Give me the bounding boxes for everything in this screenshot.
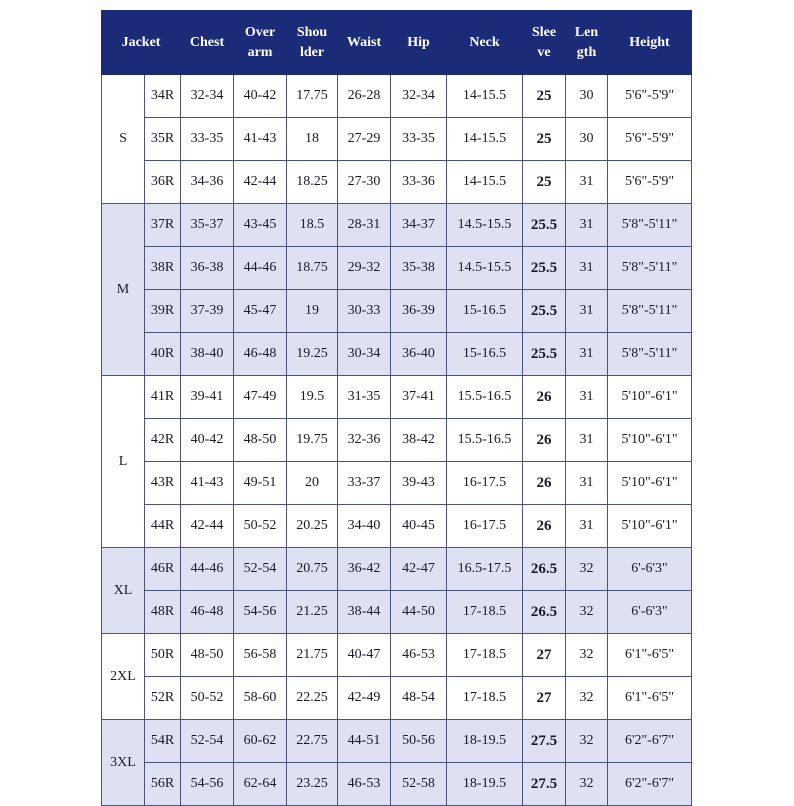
header-shoulder: Shou lder	[287, 11, 338, 75]
header-chest: Chest	[181, 11, 234, 75]
cell-height: 5'6"-5'9"	[608, 75, 692, 118]
cell-shoulder: 20.75	[287, 548, 338, 591]
cell-height: 5'6"-5'9"	[608, 161, 692, 204]
size-chart-table	[101, 10, 692, 806]
cell-overarm: 50-52	[234, 505, 287, 548]
cell-overarm: 49-51	[234, 462, 287, 505]
cell-neck: 14.5-15.5	[447, 247, 523, 290]
cell-chest: 41-43	[181, 462, 234, 505]
table-row	[102, 118, 692, 161]
cell-length: 32	[566, 763, 608, 806]
cell-overarm: 45-47	[234, 290, 287, 333]
table-row	[102, 677, 692, 720]
table-row	[102, 419, 692, 462]
cell-hip: 44-50	[391, 591, 447, 634]
cell-length: 32	[566, 591, 608, 634]
cell-length: 31	[566, 161, 608, 204]
cell-shoulder: 21.25	[287, 591, 338, 634]
cell-length: 32	[566, 677, 608, 720]
size-group-label: M	[102, 204, 145, 376]
cell-neck: 18-19.5	[447, 720, 523, 763]
cell-waist: 27-30	[338, 161, 391, 204]
cell-chest: 52-54	[181, 720, 234, 763]
cell-height: 6'2"-6'7"	[608, 720, 692, 763]
cell-hip: 34-37	[391, 204, 447, 247]
cell-shoulder: 19.75	[287, 419, 338, 462]
cell-overarm: 43-45	[234, 204, 287, 247]
cell-sleeve: 26	[523, 376, 566, 419]
cell-chest: 44-46	[181, 548, 234, 591]
table-row	[102, 161, 692, 204]
cell-shoulder: 18	[287, 118, 338, 161]
cell-sleeve: 27	[523, 634, 566, 677]
cell-height: 5'8"-5'11"	[608, 290, 692, 333]
cell-hip: 42-47	[391, 548, 447, 591]
cell-hip: 50-56	[391, 720, 447, 763]
cell-waist: 40-47	[338, 634, 391, 677]
cell-length: 31	[566, 290, 608, 333]
cell-chest: 34-36	[181, 161, 234, 204]
table-row	[102, 548, 692, 591]
table-row	[102, 462, 692, 505]
cell-height: 6'1"-6'5"	[608, 634, 692, 677]
cell-length: 32	[566, 634, 608, 677]
cell-waist: 46-53	[338, 763, 391, 806]
cell-hip: 38-42	[391, 419, 447, 462]
header-hip: Hip	[391, 11, 447, 75]
cell-overarm: 40-42	[234, 75, 287, 118]
cell-sleeve: 27.5	[523, 720, 566, 763]
cell-hip: 48-54	[391, 677, 447, 720]
cell-sleeve: 25.5	[523, 333, 566, 376]
cell-size: 35R	[145, 118, 181, 161]
cell-size: 40R	[145, 333, 181, 376]
cell-height: 5'8"-5'11"	[608, 333, 692, 376]
cell-chest: 37-39	[181, 290, 234, 333]
cell-hip: 32-34	[391, 75, 447, 118]
cell-height: 6'2"-6'7"	[608, 763, 692, 806]
cell-size: 48R	[145, 591, 181, 634]
cell-size: 56R	[145, 763, 181, 806]
header-length: Len gth	[566, 11, 608, 75]
table-row	[102, 290, 692, 333]
size-group-label: 2XL	[102, 634, 145, 720]
cell-size: 42R	[145, 419, 181, 462]
size-group-label: 3XL	[102, 720, 145, 806]
cell-neck: 15-16.5	[447, 333, 523, 376]
cell-height: 6'-6'3"	[608, 548, 692, 591]
cell-length: 32	[566, 548, 608, 591]
table-row	[102, 75, 692, 118]
cell-hip: 52-58	[391, 763, 447, 806]
cell-size: 39R	[145, 290, 181, 333]
cell-length: 31	[566, 247, 608, 290]
size-group-label: S	[102, 75, 145, 204]
cell-shoulder: 18.25	[287, 161, 338, 204]
cell-neck: 16.5-17.5	[447, 548, 523, 591]
cell-waist: 34-40	[338, 505, 391, 548]
cell-chest: 33-35	[181, 118, 234, 161]
cell-neck: 17-18.5	[447, 634, 523, 677]
header-height: Height	[608, 11, 692, 75]
cell-shoulder: 20	[287, 462, 338, 505]
cell-overarm: 52-54	[234, 548, 287, 591]
cell-overarm: 47-49	[234, 376, 287, 419]
cell-waist: 31-35	[338, 376, 391, 419]
cell-sleeve: 25	[523, 75, 566, 118]
cell-hip: 33-35	[391, 118, 447, 161]
cell-shoulder: 19	[287, 290, 338, 333]
cell-hip: 39-43	[391, 462, 447, 505]
table-row	[102, 634, 692, 677]
cell-chest: 40-42	[181, 419, 234, 462]
cell-sleeve: 25.5	[523, 247, 566, 290]
cell-size: 44R	[145, 505, 181, 548]
cell-length: 31	[566, 505, 608, 548]
cell-height: 5'10"-6'1"	[608, 505, 692, 548]
cell-length: 32	[566, 720, 608, 763]
table-row	[102, 591, 692, 634]
cell-sleeve: 27.5	[523, 763, 566, 806]
cell-size: 41R	[145, 376, 181, 419]
cell-chest: 38-40	[181, 333, 234, 376]
cell-hip: 35-38	[391, 247, 447, 290]
cell-sleeve: 25.5	[523, 204, 566, 247]
table-row	[102, 333, 692, 376]
header-jacket: Jacket	[102, 11, 181, 75]
cell-chest: 42-44	[181, 505, 234, 548]
cell-chest: 36-38	[181, 247, 234, 290]
table-row	[102, 763, 692, 806]
cell-sleeve: 27	[523, 677, 566, 720]
cell-shoulder: 22.75	[287, 720, 338, 763]
cell-neck: 16-17.5	[447, 505, 523, 548]
cell-hip: 40-45	[391, 505, 447, 548]
header-waist: Waist	[338, 11, 391, 75]
table-row	[102, 376, 692, 419]
cell-size: 50R	[145, 634, 181, 677]
table-row	[102, 720, 692, 763]
cell-size: 54R	[145, 720, 181, 763]
header-sleeve: Slee ve	[523, 11, 566, 75]
cell-waist: 30-34	[338, 333, 391, 376]
cell-sleeve: 25	[523, 118, 566, 161]
cell-size: 52R	[145, 677, 181, 720]
cell-overarm: 56-58	[234, 634, 287, 677]
cell-overarm: 42-44	[234, 161, 287, 204]
table-row	[102, 204, 692, 247]
cell-sleeve: 26	[523, 419, 566, 462]
cell-shoulder: 18.5	[287, 204, 338, 247]
cell-sleeve: 26.5	[523, 548, 566, 591]
cell-neck: 14.5-15.5	[447, 204, 523, 247]
cell-sleeve: 25.5	[523, 290, 566, 333]
cell-chest: 35-37	[181, 204, 234, 247]
cell-overarm: 58-60	[234, 677, 287, 720]
table-row	[102, 247, 692, 290]
cell-hip: 36-39	[391, 290, 447, 333]
cell-neck: 17-18.5	[447, 591, 523, 634]
cell-neck: 15-16.5	[447, 290, 523, 333]
cell-waist: 26-28	[338, 75, 391, 118]
cell-neck: 16-17.5	[447, 462, 523, 505]
cell-neck: 15.5-16.5	[447, 376, 523, 419]
cell-height: 5'8"-5'11"	[608, 247, 692, 290]
cell-neck: 14-15.5	[447, 118, 523, 161]
header-overarm: Over arm	[234, 11, 287, 75]
cell-sleeve: 26.5	[523, 591, 566, 634]
cell-overarm: 54-56	[234, 591, 287, 634]
cell-chest: 32-34	[181, 75, 234, 118]
cell-waist: 44-51	[338, 720, 391, 763]
cell-overarm: 41-43	[234, 118, 287, 161]
cell-waist: 38-44	[338, 591, 391, 634]
cell-length: 31	[566, 462, 608, 505]
cell-length: 30	[566, 118, 608, 161]
cell-chest: 39-41	[181, 376, 234, 419]
cell-size: 37R	[145, 204, 181, 247]
cell-overarm: 48-50	[234, 419, 287, 462]
cell-shoulder: 19.25	[287, 333, 338, 376]
cell-neck: 14-15.5	[447, 161, 523, 204]
cell-height: 5'6"-5'9"	[608, 118, 692, 161]
cell-height: 5'8"-5'11"	[608, 204, 692, 247]
size-group-label: L	[102, 376, 145, 548]
cell-shoulder: 17.75	[287, 75, 338, 118]
cell-height: 6'-6'3"	[608, 591, 692, 634]
cell-length: 31	[566, 333, 608, 376]
cell-sleeve: 25	[523, 161, 566, 204]
size-group-label: XL	[102, 548, 145, 634]
table-row	[102, 505, 692, 548]
cell-overarm: 44-46	[234, 247, 287, 290]
size-chart-body	[102, 75, 692, 806]
cell-waist: 27-29	[338, 118, 391, 161]
cell-overarm: 60-62	[234, 720, 287, 763]
cell-height: 5'10"-6'1"	[608, 376, 692, 419]
cell-length: 31	[566, 204, 608, 247]
cell-chest: 46-48	[181, 591, 234, 634]
cell-waist: 29-32	[338, 247, 391, 290]
cell-waist: 36-42	[338, 548, 391, 591]
cell-neck: 17-18.5	[447, 677, 523, 720]
cell-shoulder: 18.75	[287, 247, 338, 290]
cell-waist: 30-33	[338, 290, 391, 333]
cell-chest: 54-56	[181, 763, 234, 806]
cell-waist: 42-49	[338, 677, 391, 720]
cell-neck: 14-15.5	[447, 75, 523, 118]
cell-shoulder: 19.5	[287, 376, 338, 419]
cell-height: 5'10"-6'1"	[608, 419, 692, 462]
cell-hip: 36-40	[391, 333, 447, 376]
cell-neck: 15.5-16.5	[447, 419, 523, 462]
cell-overarm: 62-64	[234, 763, 287, 806]
cell-shoulder: 23.25	[287, 763, 338, 806]
cell-length: 31	[566, 419, 608, 462]
cell-hip: 46-53	[391, 634, 447, 677]
cell-size: 34R	[145, 75, 181, 118]
cell-height: 6'1"-6'5"	[608, 677, 692, 720]
cell-chest: 50-52	[181, 677, 234, 720]
cell-height: 5'10"-6'1"	[608, 462, 692, 505]
cell-chest: 48-50	[181, 634, 234, 677]
cell-waist: 32-36	[338, 419, 391, 462]
cell-shoulder: 21.75	[287, 634, 338, 677]
cell-size: 46R	[145, 548, 181, 591]
cell-hip: 37-41	[391, 376, 447, 419]
cell-size: 38R	[145, 247, 181, 290]
cell-size: 36R	[145, 161, 181, 204]
cell-size: 43R	[145, 462, 181, 505]
cell-hip: 33-36	[391, 161, 447, 204]
cell-sleeve: 26	[523, 505, 566, 548]
cell-neck: 18-19.5	[447, 763, 523, 806]
cell-overarm: 46-48	[234, 333, 287, 376]
cell-waist: 28-31	[338, 204, 391, 247]
header-neck: Neck	[447, 11, 523, 75]
cell-shoulder: 20.25	[287, 505, 338, 548]
cell-shoulder: 22.25	[287, 677, 338, 720]
cell-waist: 33-37	[338, 462, 391, 505]
cell-length: 30	[566, 75, 608, 118]
header-row	[102, 11, 692, 75]
cell-sleeve: 26	[523, 462, 566, 505]
cell-length: 31	[566, 376, 608, 419]
